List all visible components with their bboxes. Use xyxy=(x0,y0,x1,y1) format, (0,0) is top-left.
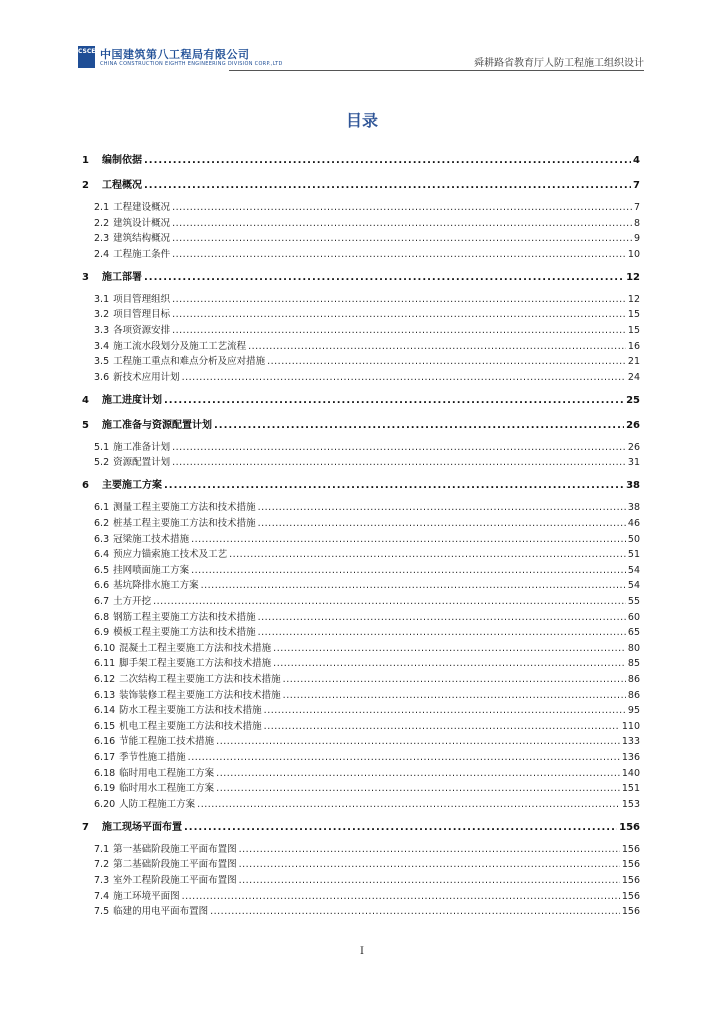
toc-entry-label: 钢筋工程主要施工方法和技术措施 xyxy=(113,611,256,623)
toc-entry-page: 153 xyxy=(621,798,640,810)
toc-entry-label: 编制依据 xyxy=(102,155,142,166)
toc-entry-number: 4 xyxy=(82,394,89,406)
toc-dot-leader xyxy=(197,799,620,810)
toc-dot-leader xyxy=(172,233,632,244)
toc-entry-number: 3.4 xyxy=(94,340,110,352)
toc-entry-page: 4 xyxy=(633,155,640,166)
toc-dot-leader xyxy=(201,580,626,591)
toc-entry-label: 资源配置计划 xyxy=(113,457,171,469)
toc-entry-label: 冠梁施工技术措施 xyxy=(113,533,190,545)
toc-entry-label: 临时用电工程施工方案 xyxy=(119,767,215,779)
document-title: 舜耕路省教育厅人防工程施工组织设计 xyxy=(474,58,644,69)
toc-dot-leader xyxy=(283,674,626,685)
toc-section-entry[interactable] xyxy=(82,151,640,166)
toc-subsection-entry[interactable] xyxy=(82,338,640,352)
toc-subsection-entry[interactable] xyxy=(82,215,640,229)
toc-entry-label: 节能工程施工技术措施 xyxy=(119,736,215,748)
toc-dot-leader xyxy=(172,202,632,213)
toc-entry-label: 工程施工重点和难点分析及应对措施 xyxy=(113,356,266,368)
toc-entry-label: 模板工程主要施工方法和技术措施 xyxy=(113,627,256,639)
toc-dot-leader xyxy=(216,783,620,794)
toc-entry-label: 预应力锚索施工技术及工艺 xyxy=(113,549,228,561)
toc-entry-number: 6.7 xyxy=(94,596,110,607)
toc-dot-leader xyxy=(191,565,626,576)
toc-entry-number: 6.15 xyxy=(94,720,116,732)
toc-entry-page: 38 xyxy=(627,502,640,514)
toc-entry-number: 2.4 xyxy=(94,248,110,260)
toc-entry-label: 施工部署 xyxy=(102,271,142,283)
toc-subsection-entry[interactable] xyxy=(82,687,640,701)
toc-entry-page: 86 xyxy=(627,674,640,685)
toc-entry-label: 工程建设概况 xyxy=(113,202,171,213)
toc-entry-label: 土方开挖 xyxy=(113,596,152,607)
toc-subsection-entry[interactable] xyxy=(82,718,640,732)
toc-subsection-entry[interactable] xyxy=(82,439,640,453)
toc-entry-page: 26 xyxy=(627,441,640,453)
toc-entry-page: 8 xyxy=(633,217,640,229)
toc-entry-page: 46 xyxy=(627,518,640,529)
toc-entry-label: 项目管理目标 xyxy=(113,309,171,321)
toc-dot-leader xyxy=(258,627,626,638)
toc-entry-page: 26 xyxy=(626,419,640,431)
toc-entry-label: 施工准备与资源配置计划 xyxy=(102,419,212,431)
toc-entry-number: 6.9 xyxy=(94,627,110,639)
toc-entry-label: 临时用水工程施工方案 xyxy=(119,783,215,795)
company-logo: CSCEC xyxy=(78,46,95,68)
toc-entry-page: 38 xyxy=(626,480,640,492)
toc-entry-label: 主要施工方案 xyxy=(102,480,162,492)
toc-subsection-entry[interactable] xyxy=(82,733,640,747)
toc-entry-page: 21 xyxy=(627,356,640,368)
toc-entry-page: 156 xyxy=(619,821,640,833)
toc-subsection-entry[interactable] xyxy=(82,841,640,855)
toc-entry-label: 施工流水段划分及施工工艺流程 xyxy=(113,340,247,352)
toc-dot-leader xyxy=(188,752,620,763)
toc-subsection-entry[interactable] xyxy=(82,306,640,320)
toc-dot-leader xyxy=(239,859,620,870)
toc-subsection-entry[interactable] xyxy=(82,888,640,902)
toc-subsection-entry[interactable] xyxy=(82,702,640,716)
toc-section-entry[interactable] xyxy=(82,176,640,191)
toc-entry-page: 151 xyxy=(621,783,640,795)
toc-entry-number: 2.2 xyxy=(94,217,110,229)
toc-entry-label: 第二基础阶段施工平面布置图 xyxy=(113,859,237,871)
toc-entry-page: 156 xyxy=(621,890,640,902)
toc-entry-label: 第一基础阶段施工平面布置图 xyxy=(113,843,237,855)
toc-subsection-entry[interactable] xyxy=(82,454,640,468)
toc-entry-page: 133 xyxy=(621,736,640,748)
toc-entry-label: 脚手架工程主要施工方法和技术措施 xyxy=(119,658,272,670)
toc-entry-page: 95 xyxy=(627,705,640,717)
toc-subsection-entry[interactable] xyxy=(82,515,640,529)
toc-dot-leader xyxy=(144,155,631,166)
toc-dot-leader xyxy=(144,272,624,283)
toc-entry-page: 86 xyxy=(627,689,640,701)
company-name-en: CHINA CONSTRUCTION EIGHTH ENGINEERING DIVISION CORP.,LTD xyxy=(100,61,283,67)
toc-entry-page: 156 xyxy=(621,875,640,886)
toc-entry-label: 人防工程施工方案 xyxy=(119,798,196,810)
toc-entry-number: 7.3 xyxy=(94,875,110,886)
toc-entry-label: 建筑设计概况 xyxy=(113,217,171,229)
toc-subsection-entry[interactable] xyxy=(82,353,640,367)
toc-entry-page: 15 xyxy=(627,309,640,321)
toc-entry-page: 80 xyxy=(627,642,640,654)
toc-entry-number: 6.19 xyxy=(94,783,116,795)
toc-entry-number: 6.11 xyxy=(94,658,116,670)
toc-entry-number: 6.6 xyxy=(94,580,110,592)
toc-entry-number: 6.3 xyxy=(94,533,110,545)
toc-section-entry[interactable] xyxy=(82,416,640,431)
toc-dot-leader xyxy=(273,658,626,669)
toc-subsection-entry[interactable] xyxy=(82,199,640,213)
toc-title: 目录 xyxy=(345,111,378,130)
toc-entry-page: 156 xyxy=(621,859,640,871)
toc-dot-leader xyxy=(283,690,626,701)
toc-dot-leader xyxy=(172,325,626,336)
toc-subsection-entry[interactable] xyxy=(82,624,640,638)
toc-subsection-entry[interactable] xyxy=(82,796,640,810)
toc-entry-label: 测量工程主要施工方法和技术措施 xyxy=(113,502,256,514)
toc-entry-label: 装饰装修工程主要施工方法和技术措施 xyxy=(119,689,281,701)
toc-subsection-entry[interactable] xyxy=(82,531,640,545)
toc-entry-page: 51 xyxy=(627,549,640,561)
toc-subsection-entry[interactable] xyxy=(82,593,640,607)
toc-entry-label: 机电工程主要施工方法和技术措施 xyxy=(119,720,262,732)
toc-entry-page: 9 xyxy=(633,233,640,245)
toc-entry-page: 25 xyxy=(626,394,640,406)
toc-entry-number: 2.3 xyxy=(94,233,110,245)
toc-entry-page: 31 xyxy=(627,457,640,469)
toc-entry-page: 54 xyxy=(627,580,640,592)
toc-entry-label: 桩基工程主要施工方法和技术措施 xyxy=(113,518,256,529)
toc-entry-number: 7.4 xyxy=(94,890,110,902)
toc-subsection-entry[interactable] xyxy=(82,577,640,591)
toc-dot-leader xyxy=(258,518,626,529)
toc-entry-label: 施工进度计划 xyxy=(102,394,162,406)
toc-entry-number: 6.8 xyxy=(94,611,110,623)
toc-dot-leader xyxy=(164,480,624,491)
toc-subsection-entry[interactable] xyxy=(82,903,640,917)
toc-section-entry[interactable] xyxy=(82,818,640,833)
toc-entry-number: 2.1 xyxy=(94,202,110,213)
toc-entry-number: 6.20 xyxy=(94,798,116,810)
toc-entry-number: 6 xyxy=(82,480,89,492)
toc-entry-label: 防水工程主要施工方法和技术措施 xyxy=(119,705,262,717)
page-number: I xyxy=(360,946,364,957)
toc-entry-number: 7.1 xyxy=(94,843,110,855)
toc-dot-leader xyxy=(216,736,620,747)
toc-entry-number: 7.2 xyxy=(94,859,110,871)
toc-entry-page: 24 xyxy=(627,371,640,383)
toc-entry-label: 二次结构工程主要施工方法和技术措施 xyxy=(119,674,281,685)
toc-dot-leader xyxy=(267,356,626,367)
toc-entry-number: 6.16 xyxy=(94,736,116,748)
toc-dot-leader xyxy=(184,822,617,833)
toc-entry-label: 工程概况 xyxy=(102,180,142,191)
toc-dot-leader xyxy=(264,705,626,716)
toc-subsection-entry[interactable] xyxy=(82,230,640,244)
toc-dot-leader xyxy=(248,341,626,352)
toc-dot-leader xyxy=(191,534,626,545)
toc-entry-number: 6.14 xyxy=(94,705,116,717)
toc-subsection-entry[interactable] xyxy=(82,640,640,654)
toc-subsection-entry[interactable] xyxy=(82,369,640,383)
toc-dot-leader xyxy=(229,549,626,560)
toc-dot-leader xyxy=(172,294,626,305)
toc-entry-number: 6.13 xyxy=(94,689,116,701)
toc-entry-number: 3.6 xyxy=(94,371,110,383)
toc-subsection-entry[interactable] xyxy=(82,291,640,305)
toc-entry-page: 54 xyxy=(627,564,640,576)
toc-subsection-entry[interactable] xyxy=(82,671,640,685)
toc-subsection-entry[interactable] xyxy=(82,749,640,763)
toc-dot-leader xyxy=(214,420,624,431)
toc-entry-number: 3 xyxy=(82,271,89,283)
toc-section-entry[interactable] xyxy=(82,391,640,406)
toc-entry-number: 3.5 xyxy=(94,356,110,368)
toc-dot-leader xyxy=(144,180,631,191)
toc-dot-leader xyxy=(153,596,626,607)
toc-entry-label: 施工准备计划 xyxy=(113,441,171,453)
toc-entry-number: 6.2 xyxy=(94,518,110,529)
company-name-cn: 中国建筑第八工程局有限公司 xyxy=(100,48,250,61)
toc-entry-label: 各项资源安排 xyxy=(113,325,171,336)
toc-entry-label: 基坑降排水施工方案 xyxy=(113,580,199,592)
toc-dot-leader xyxy=(164,395,624,406)
toc-entry-page: 7 xyxy=(633,202,640,213)
toc-entry-number: 6.12 xyxy=(94,674,116,685)
toc-dot-leader xyxy=(239,844,620,855)
toc-entry-number: 6.17 xyxy=(94,752,116,763)
toc-subsection-entry[interactable] xyxy=(82,872,640,886)
toc-entry-page: 60 xyxy=(627,611,640,623)
toc-subsection-entry[interactable] xyxy=(82,546,640,560)
toc-entry-page: 12 xyxy=(626,271,640,283)
toc-dot-leader xyxy=(216,768,620,779)
toc-entry-label: 施工环境平面图 xyxy=(113,890,180,902)
toc-entry-number: 6.10 xyxy=(94,642,116,654)
toc-entry-page: 65 xyxy=(627,627,640,639)
toc-entry-page: 15 xyxy=(627,325,640,336)
toc-entry-number: 3.3 xyxy=(94,325,110,336)
toc-subsection-entry[interactable] xyxy=(82,609,640,623)
toc-entry-page: 85 xyxy=(627,658,640,670)
toc-subsection-entry[interactable] xyxy=(82,562,640,576)
toc-entry-number: 3.2 xyxy=(94,309,110,321)
toc-entry-label: 临建的用电平面布置图 xyxy=(113,906,209,918)
toc-entry-page: 7 xyxy=(633,180,640,191)
toc-dot-leader xyxy=(172,218,632,229)
toc-entry-label: 项目管理组织 xyxy=(113,293,171,305)
toc-entry-number: 3.1 xyxy=(94,293,110,305)
toc-dot-leader xyxy=(172,457,626,468)
toc-entry-number: 5.2 xyxy=(94,457,110,469)
toc-entry-page: 140 xyxy=(621,767,640,779)
toc-entry-label: 季节性施工措施 xyxy=(119,752,186,763)
toc-section-entry[interactable] xyxy=(82,476,640,491)
toc-dot-leader xyxy=(264,721,620,732)
toc-entry-label: 混凝土工程主要施工方法和技术措施 xyxy=(119,642,272,654)
toc-subsection-entry[interactable] xyxy=(82,765,640,779)
toc-subsection-entry[interactable] xyxy=(82,780,640,794)
toc-entry-number: 7.5 xyxy=(94,906,110,918)
toc-entry-label: 建筑结构概况 xyxy=(113,233,171,245)
toc-entry-number: 6.5 xyxy=(94,564,110,576)
toc-entry-number: 6.1 xyxy=(94,502,110,514)
toc-subsection-entry[interactable] xyxy=(82,246,640,260)
toc-entry-number: 5.1 xyxy=(94,441,110,453)
toc-entry-page: 136 xyxy=(621,752,640,763)
toc-dot-leader xyxy=(273,643,626,654)
page-header xyxy=(78,46,644,72)
toc-entry-label: 工程施工条件 xyxy=(113,248,171,260)
toc-entry-number: 6.4 xyxy=(94,549,110,561)
toc-dot-leader xyxy=(172,442,626,453)
toc-dot-leader xyxy=(172,249,626,260)
toc-entry-label: 新技术应用计划 xyxy=(113,371,180,383)
toc-subsection-entry[interactable] xyxy=(82,322,640,336)
toc-dot-leader xyxy=(172,309,626,320)
toc-dot-leader xyxy=(182,891,620,902)
toc-entry-page: 110 xyxy=(621,720,640,732)
toc-subsection-entry[interactable] xyxy=(82,655,640,669)
toc-entry-page: 10 xyxy=(627,248,640,260)
toc-dot-leader xyxy=(258,612,626,623)
toc-section-entry[interactable] xyxy=(82,268,640,283)
toc-entry-label: 室外工程阶段施工平面布置图 xyxy=(113,875,237,886)
toc-subsection-entry[interactable] xyxy=(82,856,640,870)
toc-entry-number: 5 xyxy=(82,419,89,431)
toc-entry-label: 挂网喷面施工方案 xyxy=(113,564,190,576)
toc-entry-page: 156 xyxy=(621,843,640,855)
toc-dot-leader xyxy=(182,372,626,383)
toc-subsection-entry[interactable] xyxy=(82,499,640,513)
toc-entry-page: 12 xyxy=(627,293,640,305)
toc-entry-page: 50 xyxy=(627,533,640,545)
toc-entry-page: 16 xyxy=(627,340,640,352)
toc-entry-page: 156 xyxy=(621,906,640,918)
toc-entry-number: 6.18 xyxy=(94,767,116,779)
toc-entry-page: 55 xyxy=(627,596,640,607)
toc-entry-number: 7 xyxy=(82,821,89,833)
toc-dot-leader xyxy=(258,502,626,513)
toc-entry-label: 施工现场平面布置 xyxy=(102,821,182,833)
toc-entry-number: 1 xyxy=(82,155,89,166)
header-rule xyxy=(229,70,644,71)
toc-dot-leader xyxy=(239,875,620,886)
toc-dot-leader xyxy=(210,906,620,917)
toc-entry-number: 2 xyxy=(82,180,89,191)
